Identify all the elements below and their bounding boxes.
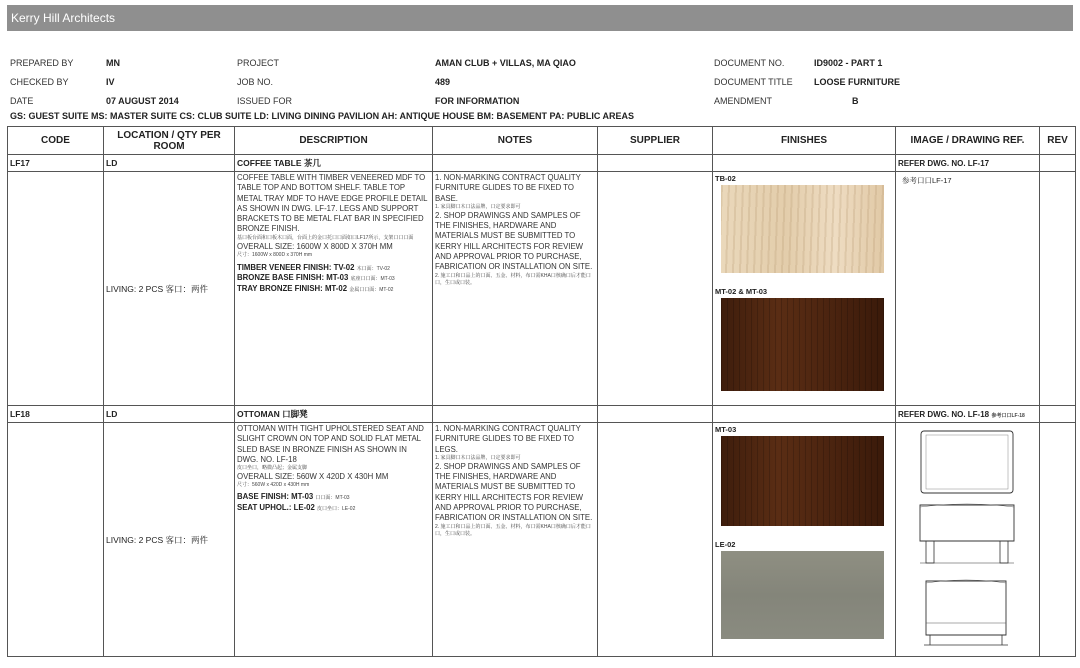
finish-line: BRONZE BASE FINISH: MT-03 底座口口面：MT-03 xyxy=(237,273,395,283)
finishes-cell xyxy=(713,172,896,406)
amendment-value: B xyxy=(852,96,859,106)
finish-line: BASE FINISH: MT-03 口口面：MT-03 xyxy=(237,492,350,502)
finish-label: MT-02 & MT-03 xyxy=(715,287,768,296)
document-title-value: LOOSE FURNITURE xyxy=(814,77,901,87)
note-2: 2. SHOP DRAWINGS AND SAMPLES OF THE FINISHES, HARDWARE AND MATERIALS MUST BE SUBMITTED TO KERRY HILL ARCHITECTS FOR REVIEW AND APPROVAL PRIOR TO PURCHASE, FABRICATION OR INSTALLATION ON SITE. xyxy=(435,210,593,272)
description-cn: 基口板台面和口板木口面，台面上的金口托口口面如口LF17所示，支架口口口面 xyxy=(237,234,414,241)
overall-size-cn: 尺寸：560W x 420D x 430H mm xyxy=(237,482,310,489)
finish-line: TIMBER VENEER FINISH: TV-02 木口面：TV-02 xyxy=(237,263,390,273)
note-2: 2. SHOP DRAWINGS AND SAMPLES OF THE FINISHES, HARDWARE AND MATERIALS MUST BE SUBMITTED TO KERRY HILL ARCHITECTS FOR REVIEW AND APPROVAL PRIOR TO PURCHASE, FABRICATION OR INSTALLATION ON SITE. xyxy=(435,461,593,523)
col-header-description: DESCRIPTION xyxy=(235,127,433,155)
finish-label: MT-03 xyxy=(715,425,737,434)
item-location-code: LD xyxy=(104,155,235,172)
col-header-location: LOCATION / QTY PER ROOM xyxy=(104,127,235,155)
overall-size: OVERALL SIZE: 1600W X 800D X 370H MM xyxy=(237,241,393,251)
prepared-by-value: MN xyxy=(106,58,120,68)
note-1-cn: 1. 家具脚口木口法品牌，口定要求即可 xyxy=(435,203,521,210)
job-no-label: JOB NO. xyxy=(237,77,274,87)
checked-by-value: IV xyxy=(106,77,115,87)
note-2-cn: 2. 施工口和口品上的口面、五金、材料，布口需KHA口核确口后才能口口，生口或口装。 xyxy=(435,272,591,286)
checked-by-label: CHECKED BY xyxy=(10,77,69,87)
col-header-notes: NOTES xyxy=(433,127,598,155)
note-1: 1. NON-MARKING CONTRACT QUALITY FURNITURE GLIDES TO BE FIXED TO BASE. xyxy=(435,173,581,203)
supplier-cell xyxy=(598,172,713,406)
document-title-label: DOCUMENT TITLE xyxy=(714,77,793,87)
date-label: DATE xyxy=(10,96,34,106)
finishes-cell xyxy=(713,423,896,657)
description-cell xyxy=(235,423,433,657)
finish-line: TRAY BRONZE FINISH: MT-02 金属口口面：MT-02 xyxy=(237,283,394,293)
drawing-ref-text: REFER DWG. NO. LF-17 xyxy=(898,159,990,168)
bronze-finish-swatch xyxy=(721,436,884,526)
date-value: 07 AUGUST 2014 xyxy=(106,96,179,106)
notes-cell xyxy=(433,423,598,657)
furniture-schedule-table xyxy=(7,126,1076,657)
col-header-rev: REV xyxy=(1040,127,1076,155)
item-code-row xyxy=(8,406,1076,423)
col-header-supplier: SUPPLIER xyxy=(598,127,713,155)
item-code: LF18 xyxy=(8,406,104,423)
finish-label: TB-02 xyxy=(715,174,736,183)
ottoman-side-elevation xyxy=(926,581,1006,635)
project-value: AMAN CLUB + VILLAS, MA QIAO xyxy=(435,58,576,68)
description-cell xyxy=(235,172,433,406)
location-qty: LIVING: 2 PCS 客口：两件 xyxy=(106,283,209,294)
ottoman-drawing xyxy=(896,423,1038,651)
project-label: PROJECT xyxy=(237,58,280,68)
header-banner xyxy=(7,5,1073,31)
drawing-ref-cn: 参考口口LF-17 xyxy=(902,176,952,185)
notes-cell xyxy=(433,172,598,406)
ottoman-front-elevation xyxy=(920,505,1014,541)
note-1: 1. NON-MARKING CONTRACT QUALITY FURNITURE GLIDES TO BE FIXED TO LEGS. xyxy=(435,424,581,454)
ottoman-drawing-cell xyxy=(896,423,1040,657)
item-location-code: LD xyxy=(104,406,235,423)
item-drawing-ref xyxy=(896,406,1040,423)
overall-size-cn: 尺寸：1600W x 800D x 370H mm xyxy=(237,252,313,259)
drawing-ref-text: REFER DWG. NO. LF-18 xyxy=(898,409,990,419)
document-no-label: DOCUMENT NO. xyxy=(714,58,785,68)
item-detail-row xyxy=(8,172,1076,406)
finish-label: LE-02 xyxy=(715,540,736,549)
location-qty: LIVING: 2 PCS 客口：两件 xyxy=(106,534,209,545)
issued-for-label: ISSUED FOR xyxy=(237,96,293,106)
overall-size: OVERALL SIZE: 560W X 420D X 430H MM xyxy=(237,472,389,482)
col-header-finishes: FINISHES xyxy=(713,127,896,155)
ottoman-plan-view xyxy=(921,431,1013,493)
note-2-cn: 2. 施工口和口品上的口面、五金、材料，布口需KHA口核确口后才能口口，生口或口装。 xyxy=(435,523,591,537)
item-detail-row xyxy=(8,423,1076,657)
prepared-by-label: PREPARED BY xyxy=(10,58,74,68)
description-cn: 皮口坐口，略微凸起；金属支脚 xyxy=(237,465,308,472)
note-1-cn: 1. 家具脚口木口法品牌，口定要求即可 xyxy=(435,454,521,461)
item-name: OTTOMAN 口脚凳 xyxy=(235,406,433,423)
leather-swatch xyxy=(721,551,884,639)
col-header-image-ref: IMAGE / DRAWING REF. xyxy=(896,127,1040,155)
item-name: COFFEE TABLE 茶几 xyxy=(235,155,433,172)
item-code-row xyxy=(8,155,1076,172)
issued-for-value: FOR INFORMATION xyxy=(435,96,520,106)
finish-line: SEAT UPHOL.: LE-02 皮口坐口：LE-02 xyxy=(237,502,356,512)
job-no-value: 489 xyxy=(435,77,451,87)
item-code: LF17 xyxy=(8,155,104,172)
item-drawing-ref xyxy=(896,155,1040,172)
description-text: COFFEE TABLE WITH TIMBER VENEERED MDF TO TABLE TOP AND BOTTOM SHELF. TABLE TOP METAL TRAY MDF TO HAVE EDGE PROFILE DETAIL AS SHOWN IN DWG. LF-17. LEGS AND SUPPORT BRACKETS TO BE METAL FLAT BAR IN SPECIFIED BRONZE FINISH. xyxy=(237,173,428,234)
supplier-cell xyxy=(598,423,713,657)
abbreviation-legend: GS: GUEST SUITE MS: MASTER SUITE CS: CLUB SUITE LD: LIVING DINING PAVILION AH: ANTIQUE HOUSE BM: BASEMENT PA: PUBLIC AREAS xyxy=(10,111,635,121)
amendment-label: AMENDMENT xyxy=(714,96,772,106)
bronze-finish-swatch xyxy=(721,298,884,391)
col-header-code: CODE xyxy=(8,127,104,155)
table-header-row xyxy=(8,127,1076,155)
timber-veneer-swatch xyxy=(721,185,884,273)
document-no-value: ID9002 - PART 1 xyxy=(814,58,883,68)
description-text: OTTOMAN WITH TIGHT UPHOLSTERED SEAT AND SLIGHT CROWN ON TOP AND SOLID FLAT METAL SLED BASE IN BRONZE FINISH AS SHOWN IN DWG. NO. LF-18 xyxy=(237,424,424,464)
firm-name: Kerry Hill Architects xyxy=(11,11,116,25)
drawing-ref-cn: 参考口口LF-18 xyxy=(991,412,1025,419)
